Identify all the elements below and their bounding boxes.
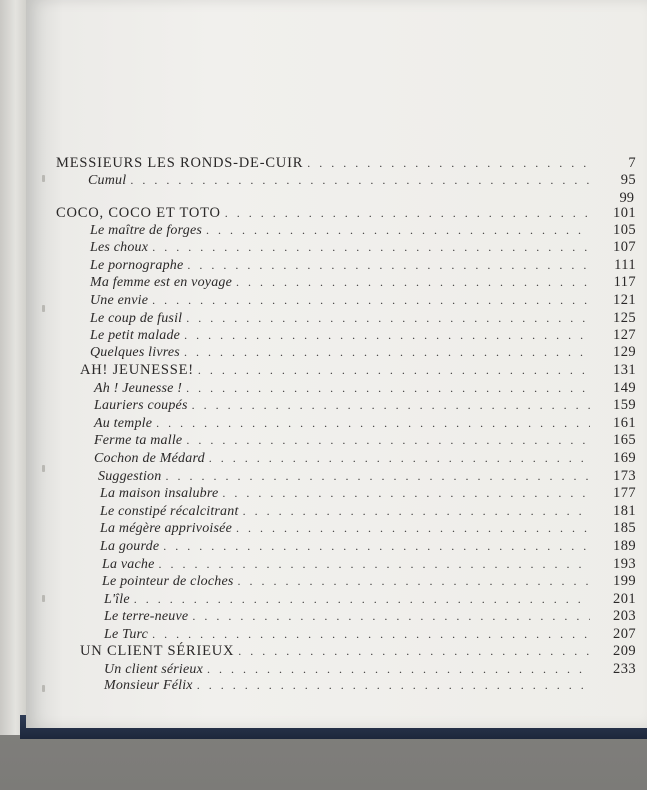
book-page <box>26 0 647 728</box>
toc-entry-title: La maison insalubre <box>100 486 219 501</box>
binding-stitch <box>42 685 45 692</box>
toc-entry-row <box>90 310 636 327</box>
toc-entry-row <box>102 556 636 573</box>
dot-leader <box>184 345 590 360</box>
dot-leader <box>184 328 590 343</box>
toc-entry-row <box>100 538 636 555</box>
toc-entry-row <box>94 397 636 414</box>
dot-leader <box>209 451 590 466</box>
toc-section-title: COCO, COCO ET TOTO <box>56 205 221 221</box>
dot-leader <box>130 173 590 188</box>
toc-entry-title: La vache <box>102 557 155 572</box>
toc-page-number: 117 <box>613 274 636 290</box>
toc-entry-title: Au temple <box>94 416 153 431</box>
binding-stitch <box>42 175 45 182</box>
toc-entry-row <box>90 239 636 256</box>
toc-entry-title: Le Turc <box>104 627 149 642</box>
toc-page-number: 189 <box>613 538 636 554</box>
dot-leader <box>187 258 590 273</box>
binding-stitch <box>42 305 45 312</box>
dot-leader <box>225 206 590 221</box>
dot-leader <box>165 469 590 484</box>
toc-entry-title: Le pointeur de cloches <box>102 574 234 589</box>
toc-page-number: 101 <box>613 205 636 221</box>
toc-entry-row <box>94 432 636 449</box>
dot-leader <box>197 678 590 693</box>
toc-page-number: 165 <box>613 432 636 448</box>
binding-stitch <box>42 465 45 472</box>
toc-page-number: 129 <box>613 344 636 360</box>
toc-entry-row <box>100 485 636 502</box>
toc-entry-row <box>98 468 636 485</box>
dot-leader <box>222 486 590 501</box>
toc-entry-title: Cumul <box>88 173 127 188</box>
toc-page-number: 203 <box>613 608 636 624</box>
toc-entry-title: Le constipé récalcitrant <box>100 504 239 519</box>
toc-entry-title: Quelques livres <box>90 345 180 360</box>
dot-leader <box>152 627 590 642</box>
toc-entry-row <box>104 678 636 695</box>
toc-entry-row <box>104 608 636 625</box>
toc-entry-row <box>104 591 636 608</box>
toc-entry-row <box>90 344 636 361</box>
dot-leader <box>307 156 590 171</box>
toc-page-number: 199 <box>613 573 636 589</box>
toc-entry-row <box>90 222 636 239</box>
toc-entry-title: Suggestion <box>98 469 162 484</box>
toc-page-number: 121 <box>613 292 636 308</box>
dot-leader <box>159 557 590 572</box>
toc-entry-title: Lauriers coupés <box>94 398 188 413</box>
toc-page-number: 185 <box>613 520 636 536</box>
dot-leader <box>152 240 590 255</box>
dot-leader <box>186 381 590 396</box>
dot-leader <box>236 521 590 536</box>
dot-leader <box>186 433 590 448</box>
toc-section-title: AH! JEUNESSE! <box>80 362 194 378</box>
dot-leader <box>134 592 590 607</box>
toc-entry-row <box>104 626 636 643</box>
toc-page-number: 95 <box>620 172 636 188</box>
toc-page-number: 105 <box>613 222 636 238</box>
toc-entry-row <box>90 327 636 344</box>
toc-page-number: 233 <box>613 661 636 677</box>
dot-leader <box>238 574 590 589</box>
dot-leader <box>207 662 590 677</box>
toc-page-number: 201 <box>613 591 636 607</box>
dot-leader <box>192 609 590 624</box>
toc-entry-title: L'île <box>104 592 130 607</box>
toc-entry-title: Monsieur Félix <box>104 678 193 693</box>
toc-entry-title: Ferme ta malle <box>94 433 183 448</box>
toc-entry-title: La gourde <box>100 539 160 554</box>
toc-entry-row <box>94 450 636 467</box>
toc-page-number: 125 <box>613 310 636 326</box>
toc-section-title: UN CLIENT SÉRIEUX <box>80 643 235 659</box>
toc-entry-title: Les choux <box>90 240 149 255</box>
toc-page-number: 169 <box>613 450 636 466</box>
toc-section-title: MESSIEURS LES RONDS-DE-CUIR <box>56 155 304 171</box>
toc-entry-title: Le coup de fusil <box>90 311 183 326</box>
toc-section-row <box>56 155 636 172</box>
toc-section-row <box>80 643 636 660</box>
toc-entry-row <box>94 415 636 432</box>
toc-page-number: 107 <box>613 239 636 255</box>
toc-entry-title: Le pornographe <box>90 258 184 273</box>
toc-entry-title: Un client sérieux <box>104 662 204 677</box>
binding-stitch <box>42 595 45 602</box>
toc-page-number: 159 <box>613 397 636 413</box>
dot-leader <box>198 363 590 378</box>
toc-page-number: 161 <box>613 415 636 431</box>
toc-entry-row <box>102 573 636 590</box>
toc-entry-title: Le maître de forges <box>90 223 203 238</box>
dot-leader <box>236 275 590 290</box>
toc-entry-title: Ah ! Jeunesse ! <box>94 381 183 396</box>
toc-page-number: 173 <box>613 468 636 484</box>
toc-entry-row <box>100 503 636 520</box>
toc-page-number: 99 <box>619 190 634 206</box>
dot-leader <box>238 644 590 659</box>
toc-page-number: 149 <box>613 380 636 396</box>
toc-entry-title: La mégère apprivoisée <box>100 521 232 536</box>
dot-leader <box>192 398 590 413</box>
dot-leader <box>156 416 590 431</box>
toc-entry-title: Le petit malade <box>90 328 181 343</box>
toc-entry-title: Une envie <box>90 293 149 308</box>
toc-page-number: 127 <box>613 327 636 343</box>
toc-page-number: 193 <box>613 556 636 572</box>
toc-entry-row <box>90 292 636 309</box>
toc-section-row <box>80 362 636 379</box>
toc-entry-title: Ma femme est en voyage <box>90 275 233 290</box>
dot-leader <box>152 293 590 308</box>
dot-leader <box>206 223 590 238</box>
toc-entry-row <box>88 172 636 189</box>
toc-entry-title: Le terre-neuve <box>104 609 189 624</box>
toc-page-number: 177 <box>613 485 636 501</box>
book-spine <box>0 0 27 735</box>
dot-leader <box>243 504 590 519</box>
toc-page-number: 131 <box>613 362 636 378</box>
toc-entry-title: Cochon de Médard <box>94 451 205 466</box>
toc-page-number: 181 <box>613 503 636 519</box>
toc-entry-row <box>104 661 636 678</box>
dot-leader <box>186 311 590 326</box>
toc-page-number: 209 <box>613 643 636 659</box>
toc-entry-row <box>90 257 636 274</box>
toc-page-number: 7 <box>628 155 636 171</box>
toc-entry-row <box>100 520 636 537</box>
dot-leader <box>163 539 590 554</box>
toc-page-number: 207 <box>613 626 636 642</box>
toc-entry-row <box>90 274 636 291</box>
toc-entry-row <box>94 380 636 397</box>
toc-section-row <box>56 205 636 222</box>
toc-page-number: 111 <box>614 257 636 273</box>
